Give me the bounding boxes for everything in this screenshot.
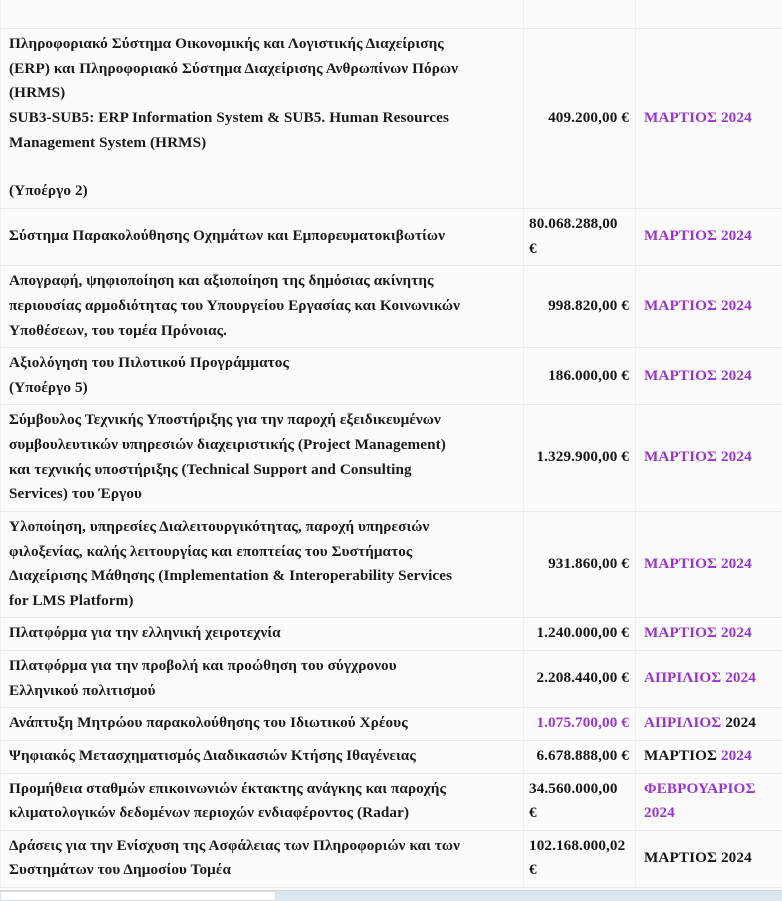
project-amount-cell: 1.329.900,00 €: [524, 405, 636, 512]
description-line: Σύστημα Παρακολούθησης Οχημάτων και Εμπορευματοκιβωτίων: [9, 227, 446, 245]
table-row: [1, 830, 782, 887]
table-row: [1, 405, 782, 512]
spacer-cell-date: [636, 0, 782, 29]
project-description-cell: [1, 830, 524, 887]
description-line: Management System (HRMS): [9, 133, 207, 151]
project-amount-cell: 1.075.700,00 €: [524, 708, 636, 741]
date-year: 2024: [720, 227, 752, 245]
project-date-cell: [636, 618, 782, 651]
project-description-cell: [1, 618, 524, 651]
description-line: (Υποέργο 5): [9, 378, 88, 396]
date-year: 2024: [720, 366, 752, 384]
project-date-cell: [636, 348, 782, 405]
table-row: [1, 511, 782, 618]
date-year: 2024: [720, 624, 752, 642]
project-date-cell: [636, 209, 782, 266]
description-line: Απογραφή, ψηφιοποίηση και αξιοποίηση της δημόσιας ακίνητης: [9, 272, 434, 290]
project-description-cell: [1, 651, 524, 708]
date-year: 2024: [725, 714, 756, 732]
date-year: 2024: [644, 804, 675, 822]
project-description-cell: [1, 348, 524, 405]
table-row: [1, 29, 782, 209]
date-month: ΜΑΡΤΙΟΣ: [644, 227, 718, 245]
description-line: Ανάπτυξη Μητρώου παρακολούθησης του Ιδιωτικού Χρέους: [9, 714, 408, 732]
date-month: ΜΑΡΤΙΟΣ: [644, 554, 718, 572]
project-date-cell: [636, 266, 782, 348]
description-line: (ERP) και Πληροφοριακό Σύστημα Διαχείρισης Ανθρωπίνων Πόρων: [9, 59, 459, 77]
table-row: [1, 348, 782, 405]
horizontal-scrollbar-thumb[interactable]: [0, 891, 276, 901]
date-month: ΜΑΡΤΙΟΣ: [644, 849, 718, 867]
project-description-cell: [1, 266, 524, 348]
project-date-cell: [636, 29, 782, 209]
table-row: [1, 618, 782, 651]
description-line: Πλατφόρμα για την ελληνική χειροτεχνία: [9, 624, 281, 642]
table-spacer-row: [1, 0, 782, 29]
spacer-cell-description: [1, 0, 524, 29]
table-row: [1, 266, 782, 348]
project-amount-cell: 80.068.288,00 €: [524, 209, 636, 266]
project-amount-cell: 102.168.000,02 €: [524, 830, 636, 887]
project-amount-cell: 186.000,00 €: [524, 348, 636, 405]
horizontal-scrollbar[interactable]: [0, 890, 782, 901]
project-date-cell: [636, 708, 782, 741]
project-date-cell: [636, 511, 782, 618]
project-amount-cell: 34.560.000,00 €: [524, 773, 636, 830]
description-line: SUB3-SUB5: ERP Information System & SUB5. Human Resources: [9, 108, 449, 126]
table-row: [1, 708, 782, 741]
project-date-cell: [636, 405, 782, 512]
date-year: 2024: [720, 849, 752, 867]
table-row: [1, 651, 782, 708]
description-line: κλιματολογικών δεδομένων περιοχών ενδιαφέροντος (Radar): [9, 804, 410, 822]
description-blank-line: [9, 155, 517, 179]
description-line: Ψηφιακός Μετασχηματισμός Διαδικασιών Κτήσης Ιθαγένειας: [9, 746, 416, 764]
description-line: Πληροφοριακό Σύστημα Οικονομικής και Λογιστικής Διαχείρισης: [9, 35, 444, 52]
date-year: 2024: [720, 296, 752, 314]
description-line: Σύμβουλος Τεχνικής Υποστήριξης για την παροχή εξειδικευμένων: [9, 411, 441, 429]
project-amount-cell: 409.200,00 €: [524, 29, 636, 209]
date-month: ΜΑΡΤΙΟΣ: [644, 108, 718, 126]
description-line: Αξιολόγηση του Πιλοτικού Προγράμματος: [9, 354, 289, 372]
project-amount-cell: 1.240.000,00 €: [524, 618, 636, 651]
description-line: (Υποέργο 2): [9, 182, 88, 200]
description-line: (HRMS): [9, 84, 66, 102]
description-line: Ελληνικού πολιτισμού: [9, 681, 156, 699]
table-row: [1, 740, 782, 773]
date-month: ΜΑΡΤΙΟΣ: [644, 624, 718, 642]
date-year: 2024: [725, 669, 756, 687]
description-line: φιλοξενίας, καλής λειτουργίας και εποπτείας του Συστήματος: [9, 542, 413, 560]
description-line: Προμήθεια σταθμών επικοινωνιών έκτακτης ανάγκης και παροχής: [9, 779, 447, 797]
table-row: [1, 773, 782, 830]
project-date-cell: [636, 651, 782, 708]
date-month: ΜΑΡΤΙΟΣ: [644, 366, 718, 384]
project-date-cell: [636, 740, 782, 773]
project-description-cell: [1, 405, 524, 512]
date-year: 2024: [720, 554, 752, 572]
date-month: ΑΠΡΙΛΙΟΣ: [644, 714, 722, 732]
description-line: και τεχνικής υποστήριξης (Technical Support and Consulting: [9, 460, 412, 478]
project-amount-cell: 931.860,00 €: [524, 511, 636, 618]
date-year: 2024: [720, 746, 752, 764]
description-line: Υλοποίηση, υπηρεσίες Διαλειτουργικότητας, παροχή υπηρεσιών: [9, 517, 430, 535]
description-line: Υποθέσεων, του τομέα Πρόνοιας.: [9, 321, 228, 339]
project-description-cell: [1, 511, 524, 618]
project-amount-cell: 998.820,00 €: [524, 266, 636, 348]
date-month: ΜΑΡΤΙΟΣ: [644, 448, 718, 466]
date-year: 2024: [720, 108, 752, 126]
date-month: ΜΑΡΤΙΟΣ: [644, 296, 718, 314]
project-amount-cell: 2.208.440,00 €: [524, 651, 636, 708]
date-month: ΦΕΒΡΟΥΑΡΙΟΣ: [644, 779, 756, 797]
description-line: Services) του Έργου: [9, 485, 143, 503]
projects-table-body: [1, 0, 782, 888]
description-line: Δράσεις για την Ενίσχυση της Ασφάλειας των Πληροφοριών και των: [9, 836, 461, 854]
project-amount-cell: 6.678.888,00 €: [524, 740, 636, 773]
date-year: 2024: [720, 448, 752, 466]
project-description-cell: [1, 773, 524, 830]
project-date-cell: [636, 830, 782, 887]
description-line: for LMS Platform): [9, 591, 134, 609]
project-description-cell: [1, 740, 524, 773]
date-month: ΑΠΡΙΛΙΟΣ: [644, 669, 722, 687]
project-description-cell: [1, 209, 524, 266]
description-line: συμβουλευτικών υπηρεσιών διαχειριστικής (Project Management): [9, 436, 446, 454]
description-line: Πλατφόρμα για την προβολή και προώθηση του σύγχρονου: [9, 657, 397, 675]
project-description-cell: [1, 29, 524, 209]
project-date-cell: [636, 773, 782, 830]
description-line: περιουσίας αρμοδιότητας του Υπουργείου Εργασίας και Κοινωνικών: [9, 296, 461, 314]
date-month: ΜΑΡΤΙΟΣ: [644, 746, 718, 764]
project-description-cell: [1, 708, 524, 741]
spacer-cell-amount: [524, 0, 636, 29]
description-line: Διαχείρισης Μάθησης (Implementation & Interoperability Services: [9, 567, 453, 585]
table-row: [1, 209, 782, 266]
description-line: Συστημάτων του Δημοσίου Τομέα: [9, 861, 232, 879]
